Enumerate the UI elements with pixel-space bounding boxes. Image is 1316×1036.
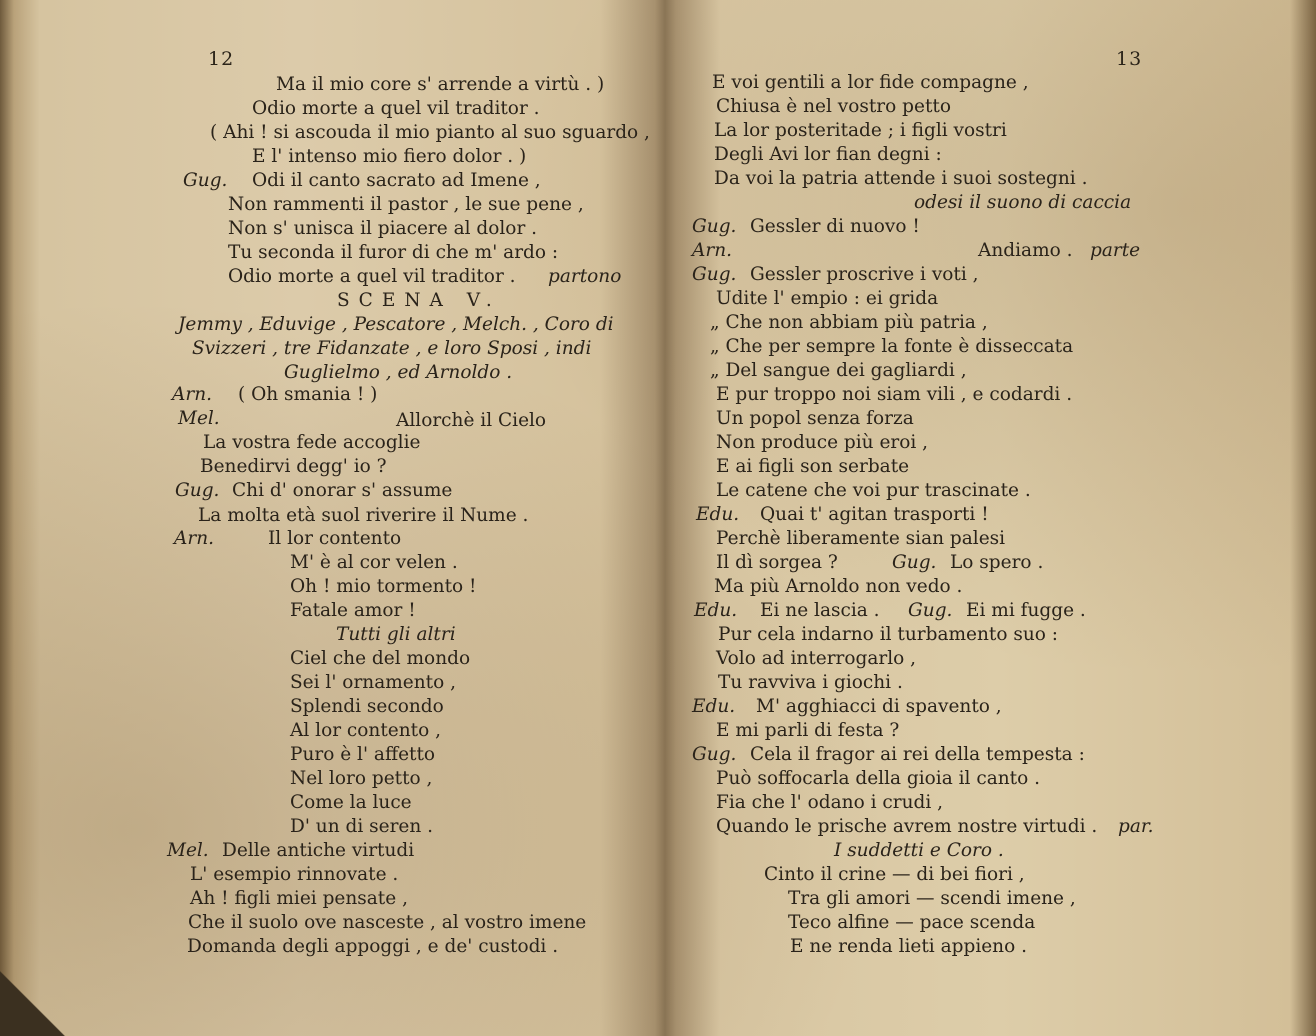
verse-line: E mi parli di festa ? (716, 720, 900, 741)
verse-line: Tu seconda il furor di che m' ardo : (228, 242, 559, 263)
verse-line: Ah ! figli miei pensate , (190, 888, 408, 909)
speaker-label: Gug. (692, 744, 737, 765)
verse-line: Gessler proscrive i voti , (750, 264, 979, 285)
speaker-label: Arn. (692, 240, 732, 261)
page-number: 12 (208, 48, 235, 70)
speaker-label: Gug. (892, 552, 937, 573)
verse-line: Non produce più eroi , (716, 432, 929, 453)
verse-line: La vostra fede accoglie (203, 432, 421, 453)
verse-line: ( Oh smania ! ) (238, 384, 378, 405)
verse-line: Ei mi fugge . (966, 600, 1086, 621)
verse-line: Lo spero . (950, 552, 1044, 573)
stage-direction: par. (1118, 816, 1154, 837)
verse-line: Quai t' agitan trasporti ! (760, 504, 989, 525)
verse-line: Gessler di nuovo ! (750, 216, 920, 237)
verse-line: Quando le prische avrem nostre virtudi . (716, 816, 1098, 837)
verse-line: Puro è l' affetto (290, 744, 436, 765)
verse-line: Odio morte a quel vil traditor . (228, 266, 516, 287)
speaker-label: Edu. (694, 600, 738, 621)
verse-line: Al lor contento , (290, 720, 441, 741)
verse-line: M' agghiacci di spavento , (756, 696, 1002, 717)
page-number: 13 (1116, 48, 1143, 70)
speaker-label: Arn. (174, 528, 214, 549)
verse-line: Le catene che voi pur trascinate . (716, 480, 1031, 501)
verse-line: Tra gli amori — scendi imene , (788, 888, 1076, 909)
verse-line: Sei l' ornamento , (290, 672, 456, 693)
verse-line: La lor posteritade ; i figli vostri (714, 120, 1007, 141)
speaker-label: Mel. (178, 408, 220, 429)
verse-line: E l' intenso mio fiero dolor . ) (252, 146, 527, 167)
speaker-label: Gug. (908, 600, 953, 621)
verse-line: ( Ahi ! si ascouda il mio pianto al suo sguardo , (210, 122, 650, 143)
verse-line: Fatale amor ! (290, 600, 416, 621)
stage-direction: partono (548, 266, 622, 287)
verse-line: Nel loro petto , (290, 768, 433, 789)
verse-line: Il dì sorgea ? (716, 552, 838, 573)
verse-line: E voi gentili a lor fide compagne , (712, 72, 1029, 93)
verse-line: „ Del sangue dei gagliardi , (710, 360, 967, 381)
verse-line: Splendi secondo (290, 696, 444, 717)
verse-line: Cela il fragor ai rei della tempesta : (750, 744, 1085, 765)
speaker-label: Gug. (692, 216, 737, 237)
speaker-label: Edu. (692, 696, 736, 717)
verse-line: Andiamo . (978, 240, 1073, 261)
verse-line: Non rammenti il pastor , le sue pene , (228, 194, 584, 215)
verse-line: Un popol senza forza (716, 408, 914, 429)
stage-direction: parte (1090, 240, 1141, 261)
verse-line: L' esempio rinnovate . (190, 864, 399, 885)
verse-line: Cinto il crine — di bei fiori , (764, 864, 1025, 885)
verse-line: Fia che l' odano i crudi , (716, 792, 944, 813)
verse-line: M' è al cor velen . (290, 552, 458, 573)
page-corner-shadow (0, 946, 70, 1036)
verse-line: Ma più Arnoldo non vedo . (714, 576, 963, 597)
speaker-label: Mel. (167, 840, 209, 861)
verse-line: Non s' unisca il piacere al dolor . (228, 218, 538, 239)
verse-line: Perchè liberamente sian palesi (716, 528, 1006, 549)
verse-line: Degli Avi lor fian degni : (714, 144, 942, 165)
verse-line: Ei ne lascia . (760, 600, 880, 621)
verse-line: Odio morte a quel vil traditor . (252, 98, 540, 119)
scene-heading: SCENA V. (337, 290, 501, 311)
stage-direction: odesi il suono di caccia (914, 192, 1132, 213)
verse-line: Benedirvi degg' io ? (200, 456, 387, 477)
character-list: Guglielmo , ed Arnoldo . (284, 362, 513, 383)
speaker-label: Gug. (183, 170, 228, 191)
verse-line: Odi il canto sacrato ad Imene , (252, 170, 541, 191)
verse-line: Da voi la patria attende i suoi sostegni . (714, 168, 1088, 189)
verse-line: Chiusa è nel vostro petto (716, 96, 951, 117)
verse-line: Udite l' empio : ei grida (716, 288, 939, 309)
verse-line: Il lor contento (268, 528, 402, 549)
verse-line: Volo ad interrogarlo , (716, 648, 917, 669)
verse-line: E ai figli son serbate (716, 456, 910, 477)
speaker-label: Edu. (696, 504, 740, 525)
verse-line: Pur cela indarno il turbamento suo : (718, 624, 1059, 645)
verse-line: Domanda degli appoggi , e de' custodi . (187, 936, 559, 957)
character-list: Jemmy , Eduvige , Pescatore , Melch. , Coro di (178, 314, 614, 335)
verse-line: D' un di seren . (290, 816, 434, 837)
stage-direction: I suddetti e Coro . (834, 840, 1004, 861)
verse-line: Teco alfine — pace scenda (788, 912, 1036, 933)
verse-line: Tu ravviva i giochi . (718, 672, 903, 693)
verse-line: Delle antiche virtudi (222, 840, 415, 861)
speaker-label: Gug. (692, 264, 737, 285)
speaker-label: Arn. (172, 384, 212, 405)
verse-line: Ma il mio core s' arrende a virtù . ) (276, 74, 605, 95)
verse-line: Può soffocarla della gioia il canto . (716, 768, 1040, 789)
verse-line: Che il suolo ove nasceste , al vostro imene (188, 912, 587, 933)
verse-line: „ Che per sempre la fonte è disseccata (710, 336, 1074, 357)
verse-line: E pur troppo noi siam vili , e codardi . (716, 384, 1073, 405)
right-page (668, 0, 1316, 1036)
verse-line: Chi d' onorar s' assume (232, 480, 453, 501)
verse-line: Allorchè il Cielo (396, 410, 547, 431)
stage-direction: Tutti gli altri (336, 624, 456, 645)
verse-line: La molta età suol riverire il Nume . (198, 505, 529, 526)
speaker-label: Gug. (175, 480, 220, 501)
verse-line: „ Che non abbiam più patria , (710, 312, 988, 333)
verse-line: Ciel che del mondo (290, 648, 471, 669)
character-list: Svizzeri , tre Fidanzate , e loro Sposi , indi (192, 338, 592, 359)
verse-line: E ne renda lieti appieno . (790, 936, 1027, 957)
verse-line: Come la luce (290, 792, 412, 813)
verse-line: Oh ! mio tormento ! (290, 576, 477, 597)
